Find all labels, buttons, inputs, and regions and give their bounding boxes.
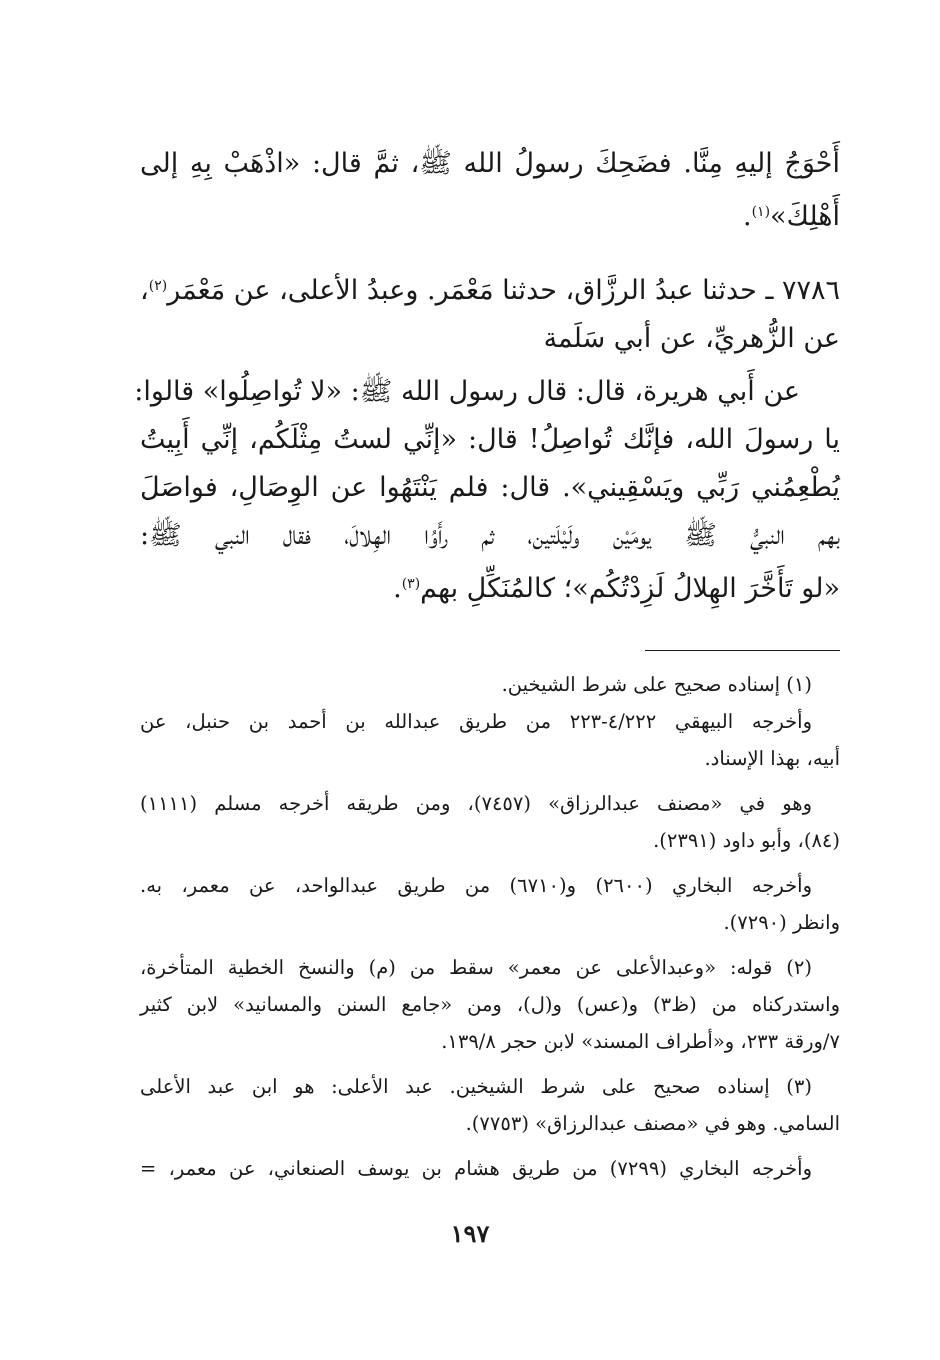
footnote-line: (٢) قوله: «وعبدالأعلى عن معمر» سقط من (م) والنسخ الخطية المتأخرة،	[140, 956, 812, 979]
text-fragment: «لو تَأَخَّرَ الهِلالُ لَزِدْتُكُم»؛ كالمُنَكِّلِ بهم	[420, 573, 840, 604]
footnote-divider	[645, 650, 840, 651]
footnote-line: وانظر (٧٢٩٠).	[723, 911, 840, 934]
footnote-line: (٨٤)، وأبو داود (٢٣٩١).	[653, 829, 840, 852]
footnote-line: (١) إسناده صحيح على شرط الشيخين.	[501, 673, 812, 696]
page-number: ١٩٧	[450, 1219, 490, 1248]
text-line	[140, 188, 840, 241]
paragraph-1	[140, 140, 840, 241]
main-text	[140, 140, 840, 241]
footnote-line: (٣) إسناده صحيح على شرط الشيخين. عبد الأعلى: هو ابن عبد الأعلى	[140, 1075, 812, 1098]
text-fragment: ،	[140, 275, 149, 306]
text-line: يا رسولَ الله، فإنَّك تُواصِلُ! قال: «إنِّي لستُ مِثْلَكُم، إنِّي أَبِيتُ	[140, 424, 840, 455]
text-fragment: ٧٧٨٦ ـ حدثنا عبدُ الرزَّاق، حدثنا مَعْمَر. وعبدُ الأعلى، عن مَعْمَر	[167, 275, 840, 306]
footnote-line: وأخرجه البيهقي ٤/٢٢٢-٢٢٣ من طريق عبدالله بن أحمد بن حنبل، عن	[140, 710, 812, 733]
footnotes	[140, 666, 840, 1187]
footnote-ref[interactable]: (١)	[751, 204, 771, 220]
paragraph-3	[134, 368, 840, 613]
footnote-line: وأخرجه البخاري (٧٢٩٩) من طريق هشام بن يوسف الصنعاني، عن معمر، =	[140, 1157, 812, 1180]
footnote-line: أبيه، بهذا الإسناد.	[704, 747, 840, 770]
text-line: يُطْعِمُني رَبِّي ويَسْقِيني». قال: فلم يَنْتَهُوا عن الوِصَالِ، فواصَلَ	[140, 472, 840, 503]
paragraph-2	[140, 262, 840, 363]
footnote-line: واستدركناه من (ظ٣) و(عس) و(ل)، ومن «جامع السنن والمسانيد» لابن كثير	[140, 993, 840, 1016]
footnote-line: وأخرجه البخاري (٢٦٠٠) و(٦٧١٠) من طريق عبدالواحد، عن معمر، به.	[140, 874, 812, 897]
footnote-ref[interactable]: (٣)	[401, 576, 421, 592]
text-line: عن الزُّهريِّ، عن أبي سَلَمة	[543, 323, 840, 354]
hadith-7786	[140, 262, 840, 363]
footnote-line: وهو في «مصنف عبدالرزاق» (٧٤٥٧)، ومن طريقه أخرجه مسلم (١١١١)	[140, 792, 813, 815]
text-line: أَحْوَجُ إليهِ مِنَّا. فضَحِكَ رسولُ الله ﷺ، ثمَّ قال: «اذْهَبْ بِهِ إلى	[140, 148, 840, 179]
footnote-line: السامي. وهو في «مصنف عبدالرزاق» (٧٧٥٣).	[465, 1112, 840, 1135]
text-fragment: أَهْلِكَ»	[770, 201, 840, 232]
text-line	[140, 262, 840, 315]
text-fragment: .	[393, 573, 402, 604]
text-line: عن أَبي هريرة، قال: قال رسول الله ﷺ: «لا تُواصِلُوا» قالوا:	[134, 376, 800, 407]
hadith-body	[134, 368, 840, 613]
text-line: بهم النبيُّ ﷺ يومَيْن ولَيْلَتين، ثم رأَوُا الهِلالَ، فقال النبي ﷺ:	[140, 520, 840, 551]
footnote-ref[interactable]: (٢)	[148, 278, 168, 294]
footnote-line: ٧/ورقة ٢٣٣، و«أطراف المسند» لابن حجر ١٣٩/٨.	[441, 1030, 840, 1053]
text-line	[140, 560, 840, 613]
text-fragment: .	[742, 201, 752, 232]
